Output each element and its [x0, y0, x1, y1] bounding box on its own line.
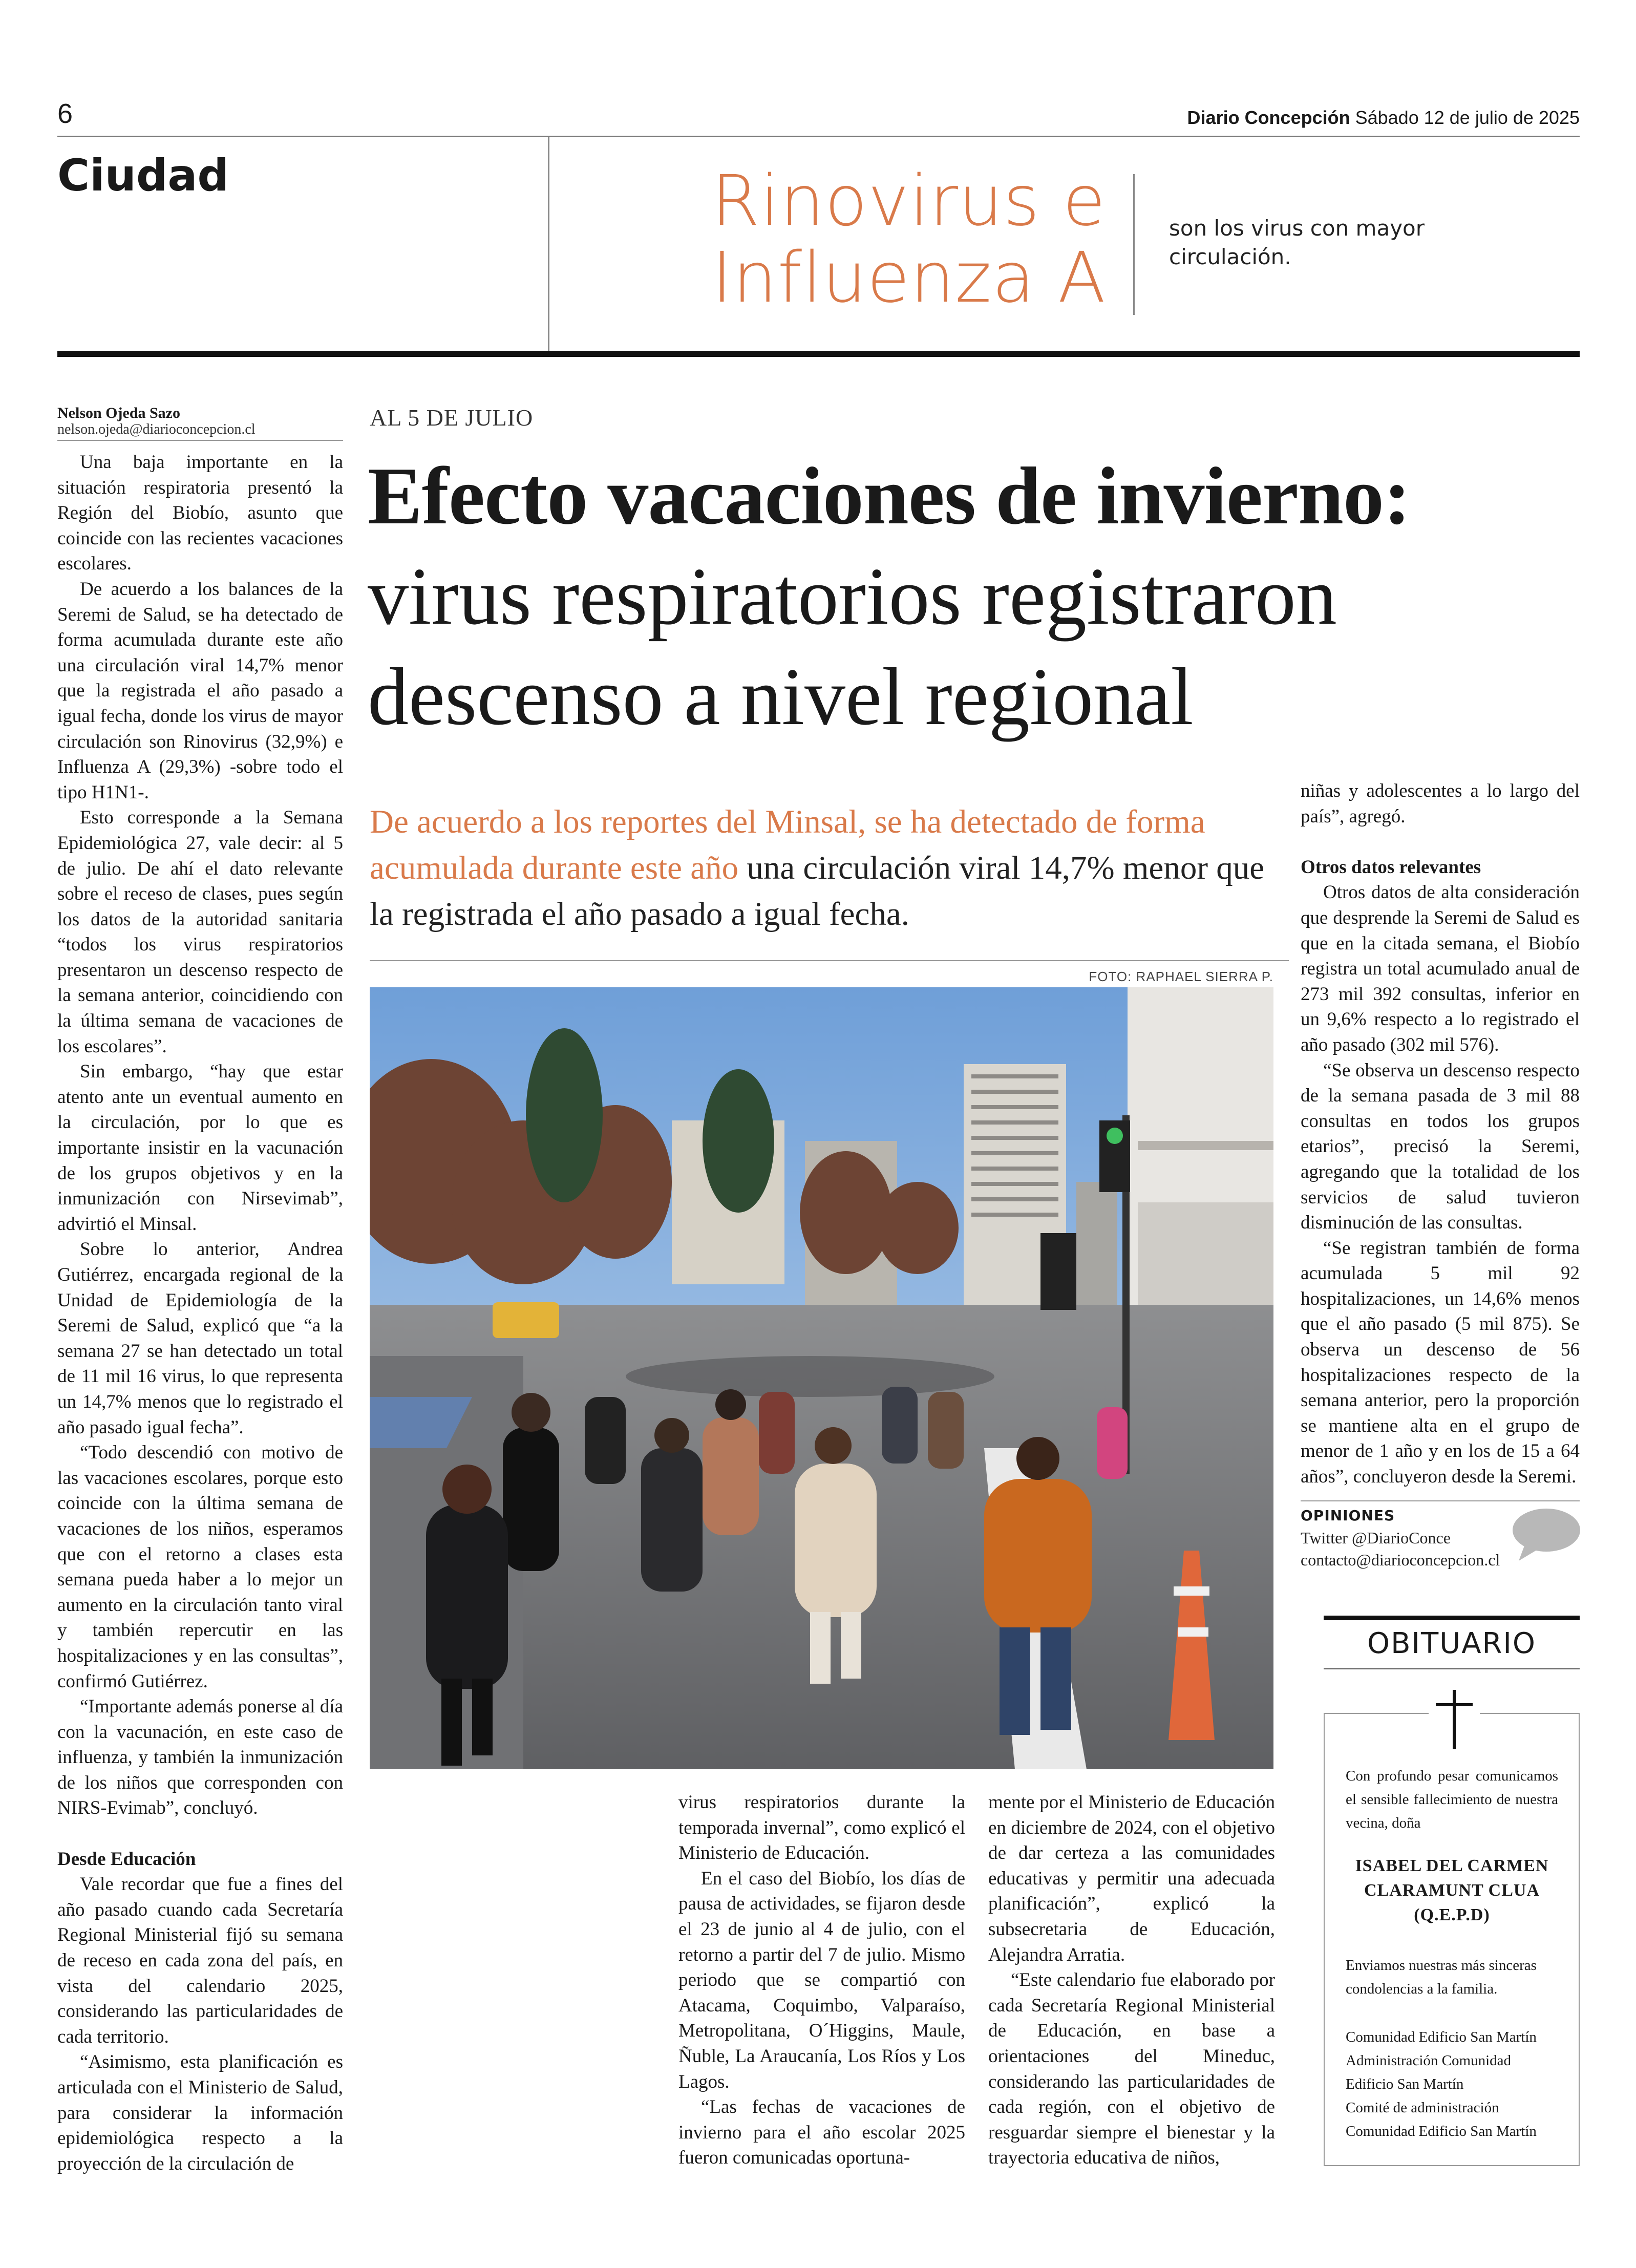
- deceased-name-line3: (Q.E.P.D): [1414, 1905, 1490, 1924]
- paragraph: “Importante además ponerse al día con la vacunación, en este caso de influenza, y también la inmunización de los niños que corresponden con NIRS-Evimab”, concluyó.: [57, 1696, 343, 1819]
- highlight-title-line2: Influenza A: [711, 238, 1106, 319]
- signer: Comunidad Edificio San Martín: [1346, 2029, 1537, 2045]
- headline-line3: descenso a nivel regional: [368, 651, 1194, 742]
- section-name: Ciudad: [57, 150, 229, 201]
- paragraph: En el caso del Biobío, los días de pausa de actividades, se fijaron desde el 23 de junio al 4 de julio, con el retorno a partir del 7 de julio. Mismo periodo que se compartió con Atacama, Coquimbo, Valparaíso, Metropolitana, O´Higgins, Maule, Ñuble, La Araucanía, Los Ríos y Los Lagos.: [678, 1868, 965, 2092]
- obituary-title: OBITUARIO: [1367, 1627, 1537, 1660]
- paragraph: “Asimismo, esta planificación es articulada con el Ministerio de Salud, para considerar la información epidemiológica respecto a la proyección de la circulación de: [57, 2051, 343, 2174]
- author-name: Nelson Ojeda Sazo: [57, 405, 180, 421]
- opinions-title: OPINIONES: [1301, 1507, 1395, 1524]
- newspaper-name: Diario Concepción: [1187, 107, 1350, 128]
- paragraph: niñas y adolescentes a lo largo del país”, agregó.: [1301, 780, 1580, 827]
- highlight-title: [686, 161, 1106, 319]
- headline-line2: virus respiratorios registraron: [368, 550, 1337, 642]
- street-scene-illustration: [370, 987, 1273, 1769]
- article-column-middle-2: [988, 1790, 1275, 2171]
- kicker: AL 5 DE JULIO: [370, 405, 534, 431]
- deceased-name-line1: ISABEL DEL CARMEN: [1355, 1856, 1549, 1875]
- header-rule: [57, 136, 1580, 137]
- signer: Administración Comunidad: [1346, 2052, 1511, 2069]
- page-number: 6: [57, 98, 73, 129]
- highlight-description: son los virus con mayor circulación.: [1169, 216, 1425, 269]
- paragraph: virus respiratorios durante la temporada invernal”, como explicó el Ministerio de Educación.: [678, 1792, 965, 1864]
- article-column-right: [1301, 778, 1580, 1490]
- paragraph: Otros datos de alta consideración que desprende la Seremi de Salud es que en la citada semana, el Biobío registra un total acumulado anual de 273 mil 392 consultas, inferior en un 9,6% respecto a lo registrado el año pasado (302 mil 576).: [1301, 882, 1580, 1055]
- cross-icon: [1429, 1684, 1480, 1753]
- article-column-middle-1: [678, 1790, 965, 2171]
- photo-credit: FOTO: RAPHAEL SIERRA P.: [1089, 969, 1273, 984]
- paragraph: Vale recordar que fue a fines del año pasado cuando cada Secretaría Regional Ministerial fijó su semana de receso en cada zona del país, en vista del calendario 2025, considerando las particularidades de cada territorio.: [57, 1874, 343, 2047]
- headline: [368, 446, 1591, 747]
- signer: Edificio San Martín: [1346, 2076, 1464, 2092]
- paragraph: Sobre lo anterior, Andrea Gutiérrez, encargada regional de la Unidad de Epidemiología de la Seremi de Salud, explicó que “a la semana 27 se han detectado un total de 11 mil 16 virus, lo que representa un 14,7% menos que lo registrado el año pasado igual fecha”.: [57, 1239, 343, 1438]
- paragraph: “Se registran también de forma acumulada 5 mil 92 hospitalizaciones, un 14,6% menos que el año pasado (5 mil 875). Se observa un descenso de 56 hospitalizaciones respecto de la semana anterior, pero la proporción se mantiene alta en el grupo de menor de 1 año y en los de 15 a 64 años”, concluyeron desde la Seremi.: [1301, 1237, 1580, 1488]
- paragraph: “Este calendario fue elaborado por cada Secretaría Regional Ministerial de Educación, en base a orientaciones del Mineduc, considerando las particularidades de cada región, con el objetivo de resguardar siempre el bienestar y la trayectoria educativa de niños,: [988, 1969, 1275, 2169]
- speech-bubble-icon: [1510, 1506, 1581, 1562]
- header-divider: [548, 137, 549, 351]
- paragraph: Sin embargo, “hay que estar atento ante un eventual aumento en la circulación, por lo que es importante insistir en la vacunación de los grupos objetivos y en la inmunización con Nirsevimab”, advirtió el Minsal.: [57, 1061, 343, 1235]
- highlight-divider: [1133, 174, 1135, 315]
- subheading-other-data: Otros datos relevantes: [1301, 856, 1481, 878]
- paragraph: mente por el Ministerio de Educación en diciembre de 2024, con el objetivo de dar certeza a las comunidades educativas y permitir una adecuada planificación”, explicó la subsecretaria de Educación, Alejandra Arratia.: [988, 1792, 1275, 1965]
- lead-paragraph: [370, 799, 1289, 937]
- obituary-intro: Con profundo pesar comunicamos el sensible fallecimiento de nuestra vecina, doña: [1346, 1768, 1558, 1831]
- masthead: [1187, 107, 1580, 129]
- article-photo: [370, 987, 1273, 1769]
- deceased-name: [1346, 1854, 1558, 1927]
- obituary-rule: [1324, 1668, 1580, 1669]
- lead-rule: [370, 960, 1289, 961]
- paragraph: “Se observa un descenso respecto de la semana pasada de 3 mil 88 consultas en todos los grupos etarios”, precisó la Seremi, agregando que la totalidad de los servicios de salud tuvieron disminución de las consultas.: [1301, 1059, 1580, 1234]
- byline-rule: [57, 440, 343, 441]
- deceased-name-line2: CLARAMUNT CLUA: [1364, 1881, 1540, 1900]
- signer: Comunidad Edificio San Martín: [1346, 2123, 1537, 2139]
- edition-date: Sábado 12 de julio de 2025: [1355, 107, 1580, 128]
- headline-rest: [368, 546, 1591, 747]
- lead-rest: una circulación viral 14,7% menor que la registrada el año pasado a igual fecha.: [370, 850, 1265, 932]
- paragraph: “Todo descendió con motivo de las vacaciones escolares, porque esto coincide con la última semana de vacaciones de los niños, esperamos que con el retorno a clases esta semana pueda haber a lo mejor un aumento en la circulación tanto viral y también repercutir en las hospitalizaciones y en las consultas”, confirmó Gutiérrez.: [57, 1442, 343, 1692]
- paragraph: Una baja importante en la situación respiratoria presentó la Región del Biobío, asunto que coincide con las recientes vacaciones escolares.: [57, 452, 343, 575]
- paragraph: “Las fechas de vacaciones de invierno para el año escolar 2025 fueron comunicadas oportuna-: [678, 2096, 965, 2169]
- subheading-education: Desde Educación: [57, 1848, 196, 1870]
- opinions-email[interactable]: contacto@diarioconcepcion.cl: [1301, 1551, 1500, 1569]
- obituary-rule: [1324, 1616, 1580, 1620]
- obituary-message: Enviamos nuestras más sinceras condolencias a la familia.: [1346, 1957, 1537, 1997]
- signer: Comité de administración: [1346, 2100, 1499, 2116]
- opinions-rule: [1301, 1500, 1580, 1501]
- lead-accent: De acuerdo a los reportes del Minsal, se ha detectado de forma acumulada durante este año: [370, 803, 1205, 886]
- header-thick-rule: [57, 351, 1580, 357]
- highlight-title-line1: Rinovirus e: [711, 161, 1106, 242]
- author-email[interactable]: nelson.ojeda@diarioconcepcion.cl: [57, 421, 256, 437]
- headline-line1: Efecto vacaciones de invierno:: [368, 450, 1411, 541]
- opinions-twitter[interactable]: Twitter @DiarioConce: [1301, 1529, 1451, 1547]
- obituary-signers: [1346, 2025, 1558, 2143]
- article-column-left: [57, 450, 343, 2176]
- paragraph: Esto corresponde a la Semana Epidemiológica 27, vale decir: al 5 de julio. De ahí el dato relevante sobre el receso de clases, pues según los datos de la autoridad sanitaria “todos los virus respiratorios presentaron un descenso respecto de la semana anterior, coincidiendo con la última semana de vacaciones de los escolares”.: [57, 807, 343, 1057]
- paragraph: De acuerdo a los balances de la Seremi de Salud, se ha detectado de forma acumulada durante este año una circulación viral 14,7% menor que la registrada el año pasado a igual fecha, donde los virus de mayor circulación son Rinovirus (32,9%) e Influenza A (29,3%) -sobre todo el tipo H1N1-.: [57, 578, 343, 803]
